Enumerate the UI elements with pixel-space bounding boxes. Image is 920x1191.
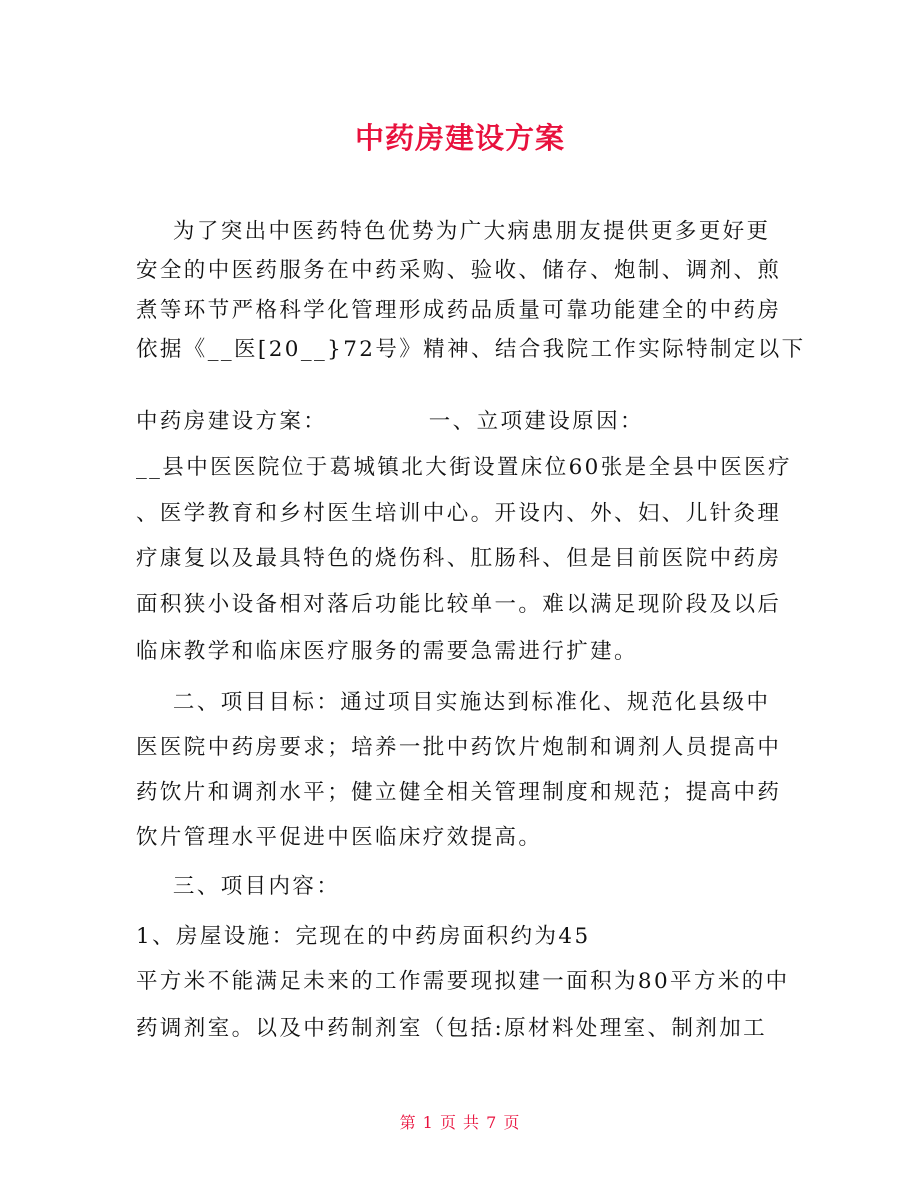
body-line: 疗康复以及最具特色的烧伤科、肛肠科、但是目前医院中药房 xyxy=(136,546,782,571)
body-line: 三、项目内容： xyxy=(136,874,341,899)
body-line: 中药房建设方案： 一、立项建设原因： xyxy=(136,409,644,434)
body-line: 、医学教育和乡村医生培训中心。开设内、外、妇、儿针灸理 xyxy=(136,501,782,526)
body-line: 医医院中药房要求；培养一批中药饮片炮制和调剂人员提高中 xyxy=(136,735,782,760)
page-footer: 第 1 页 共 7 页 xyxy=(399,1113,521,1132)
body-line: 临床教学和临床医疗服务的需要急需进行扩建。 xyxy=(136,639,638,664)
body-line: 1、房屋设施：完现在的中药房面积约为45 xyxy=(136,924,591,949)
body-line: 饮片管理水平促进中医临床疗效提高。 xyxy=(136,825,543,850)
body-line: 依据《__医[20__}72号》精神、结合我院工作实际特制定以下 xyxy=(136,337,806,362)
body-line: 药饮片和调剂水平；健立健全相关管理制度和规范；提高中药 xyxy=(136,780,782,805)
document-title: 中药房建设方案 xyxy=(354,121,565,155)
body-line: 面积狭小设备相对落后功能比较单一。难以满足现阶段及以后 xyxy=(136,592,782,617)
body-line: __县中医医院位于葛城镇北大街设置床位60张是全县中医医疗 xyxy=(136,455,792,480)
body-line: 为了突出中医药特色优势为广大病患朋友提供更多更好更 xyxy=(136,219,771,244)
body-line: 安全的中医药服务在中药采购、验收、储存、炮制、调剂、煎 xyxy=(136,258,782,283)
body-line: 平方米不能满足未来的工作需要现拟建一面积为80平方米的中 xyxy=(136,969,790,994)
body-line: 药调剂室。以及中药制剂室（包括:原材料处理室、制剂加工 xyxy=(136,1016,768,1041)
body-line: 二、项目目标：通过项目实施达到标准化、规范化县级中 xyxy=(136,690,771,715)
body-line: 煮等环节严格科学化管理形成药品质量可靠功能建全的中药房 xyxy=(136,298,782,323)
